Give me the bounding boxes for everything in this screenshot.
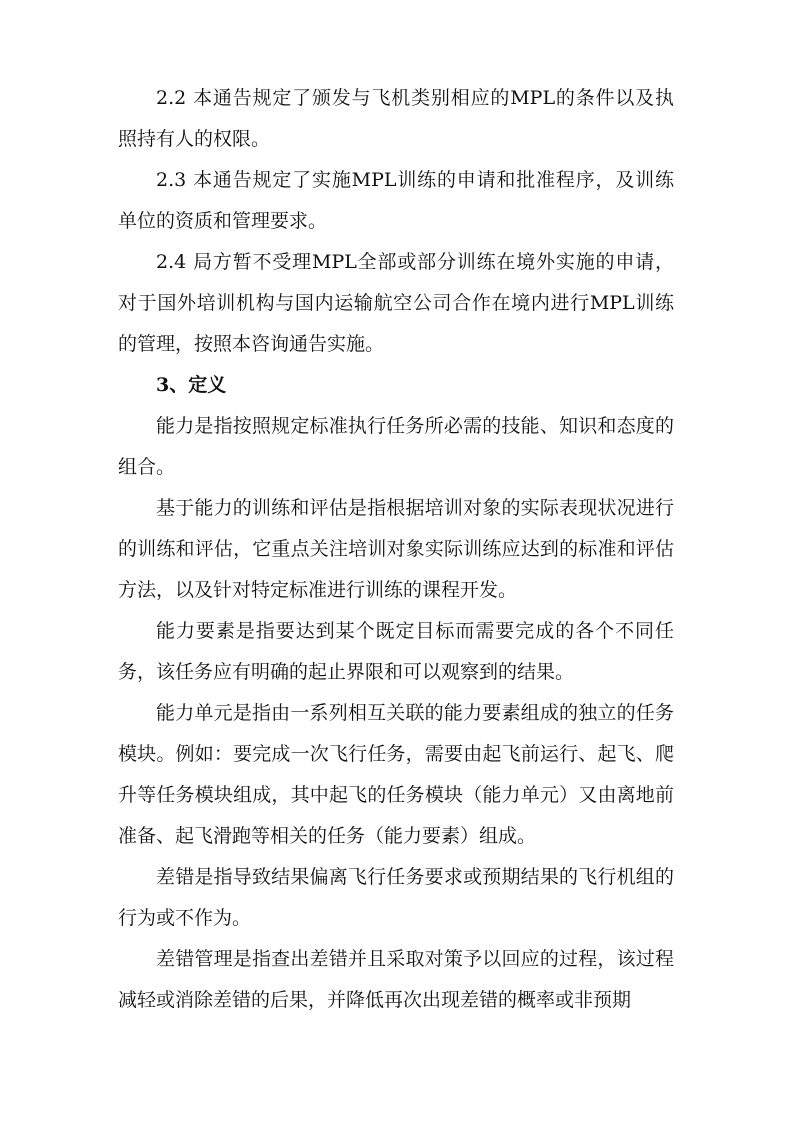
definition-error-management: 差错管理是指查出差错并且采取对策予以回应的过程，该过程减轻或消除差错的后果，并降低再次出现差错的概率或非预期 <box>118 948 674 1011</box>
definition-error: 差错是指导致结果偏离飞行任务要求或预期结果的飞行机组的行为或不作为。 <box>118 866 674 929</box>
section-heading-definitions: 3、定义 <box>156 374 227 396</box>
document-body <box>118 78 674 1021</box>
definition-competency-based-training: 基于能力的训练和评估是指根据培训对象的实际表现状况进行的训练和评估，它重点关注培训对象实际训练应达到的标准和评估方法，以及针对特定标准进行训练的课程开发。 <box>118 497 674 601</box>
definition-competency: 能力是指按照规定标准执行任务所必需的技能、知识和态度的组合。 <box>118 415 674 478</box>
definition-competency-element: 能力要素是指要达到某个既定目标而需要完成的各个不同任务，该任务应有明确的起止界限和可以观察到的结果。 <box>118 620 674 683</box>
definition-competency-unit: 能力单元是指由一系列相互关联的能力要素组成的独立的任务模块。例如：要完成一次飞行任务，需要由起飞前运行、起飞、爬升等任务模块组成，其中起飞的任务模块（能力单元）又由离地前准备、起飞滑跑等相关的任务（能力要素）组成。 <box>118 702 674 847</box>
paragraph-2-4: 2.4 局方暂不受理MPL全部或部分训练在境外实施的申请，对于国外培训机构与国内运输航空公司合作在境内进行MPL训练的管理，按照本咨询通告实施。 <box>118 251 674 355</box>
paragraph-2-2: 2.2 本通告规定了颁发与飞机类别相应的MPL的条件以及执照持有人的权限。 <box>118 87 674 150</box>
paragraph-2-3: 2.3 本通告规定了实施MPL训练的申请和批准程序，及训练单位的资质和管理要求。 <box>118 169 674 232</box>
